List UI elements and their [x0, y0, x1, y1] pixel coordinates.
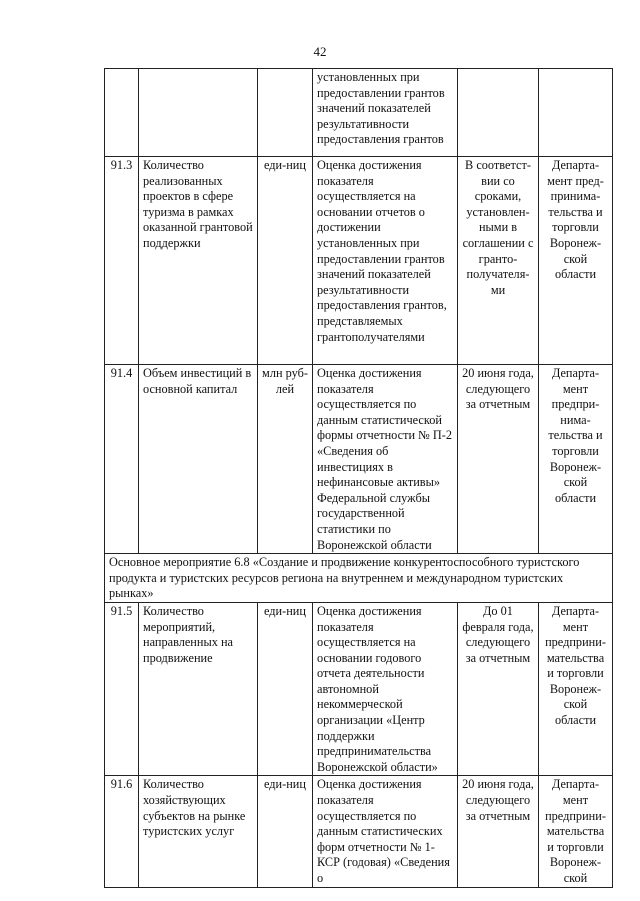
unit-of-measure	[258, 69, 313, 157]
indicators-table	[104, 68, 613, 888]
indicator-name: Количество мероприятий, направленных на продвижение	[139, 602, 258, 776]
section-heading: Основное мероприятие 6.8 «Создание и продвижение конкурентоспособного туристского продукта и туристских ресурсов региона на внутреннем и международном туристских рынках»	[105, 554, 613, 603]
calculation-method: Оценка достижения показателя осуществляется по данным статистических форм отчетности № 1-КСР (годовая) «Сведения о	[313, 776, 458, 887]
calculation-method: Оценка достижения показателя осуществляется на основании годового отчета деятельности автономной некоммерческой организации «Центр поддержки предпринимательства Воронежской области»	[313, 602, 458, 776]
indicator-name: Объем инвестиций в основной капитал	[139, 365, 258, 554]
unit-of-measure: еди-ниц	[258, 776, 313, 887]
table-row	[105, 157, 613, 365]
responsible-body: Департа-мент предпри-нима-тельства и торговли Воронеж-ской области	[539, 365, 613, 554]
table-row	[105, 365, 613, 554]
responsible-body: Департа-мент предприни-мательства и торговли Воронеж-ской области	[539, 602, 613, 776]
calculation-method: Оценка достижения показателя осуществляется по данным статистической формы отчетности № П-2 «Сведения об инвестициях в нефинансовые активы» Федеральной службы государственной статистики по Воронежской области	[313, 365, 458, 554]
unit-of-measure: еди-ниц	[258, 602, 313, 776]
reporting-term	[458, 69, 539, 157]
table-row	[105, 602, 613, 776]
indicator-name: Количество хозяйствующих субъектов на рынке туристских услуг	[139, 776, 258, 887]
responsible-body	[539, 69, 613, 157]
row-number: 91.3	[105, 157, 139, 365]
row-number: 91.6	[105, 776, 139, 887]
indicator-name: Количество реализованных проектов в сфере туризма в рамках оказанной грантовой поддержки	[139, 157, 258, 365]
unit-of-measure: млн руб-лей	[258, 365, 313, 554]
section-row	[105, 554, 613, 603]
table-row	[105, 69, 613, 157]
calculation-method: установленных при предоставлении грантов значений показателей результативности предоставления грантов	[313, 69, 458, 157]
row-number: 91.5	[105, 602, 139, 776]
reporting-term: До 01 февраля года, следующего за отчетным	[458, 602, 539, 776]
row-number: 91.4	[105, 365, 139, 554]
reporting-term: 20 июня года, следующего за отчетным	[458, 365, 539, 554]
responsible-body: Департа-мент пред-принима-тельства и торговли Воронеж-ской области	[539, 157, 613, 365]
reporting-term: В соответст-вии со сроками, установлен-ными в соглашении с гранто-получателя-ми	[458, 157, 539, 365]
row-number	[105, 69, 139, 157]
page-number: 42	[313, 44, 327, 59]
reporting-term: 20 июня года, следующего за отчетным	[458, 776, 539, 887]
responsible-body: Департа-мент предприни-мательства и торговли Воронеж-ской	[539, 776, 613, 887]
unit-of-measure: еди-ниц	[258, 157, 313, 365]
table-row	[105, 776, 613, 887]
indicator-name	[139, 69, 258, 157]
calculation-method: Оценка достижения показателя осуществляется на основании отчетов о достижении установленных при предоставлении грантов значений показателей результативности предоставления грантов, представляемых грантополучателями	[313, 157, 458, 365]
